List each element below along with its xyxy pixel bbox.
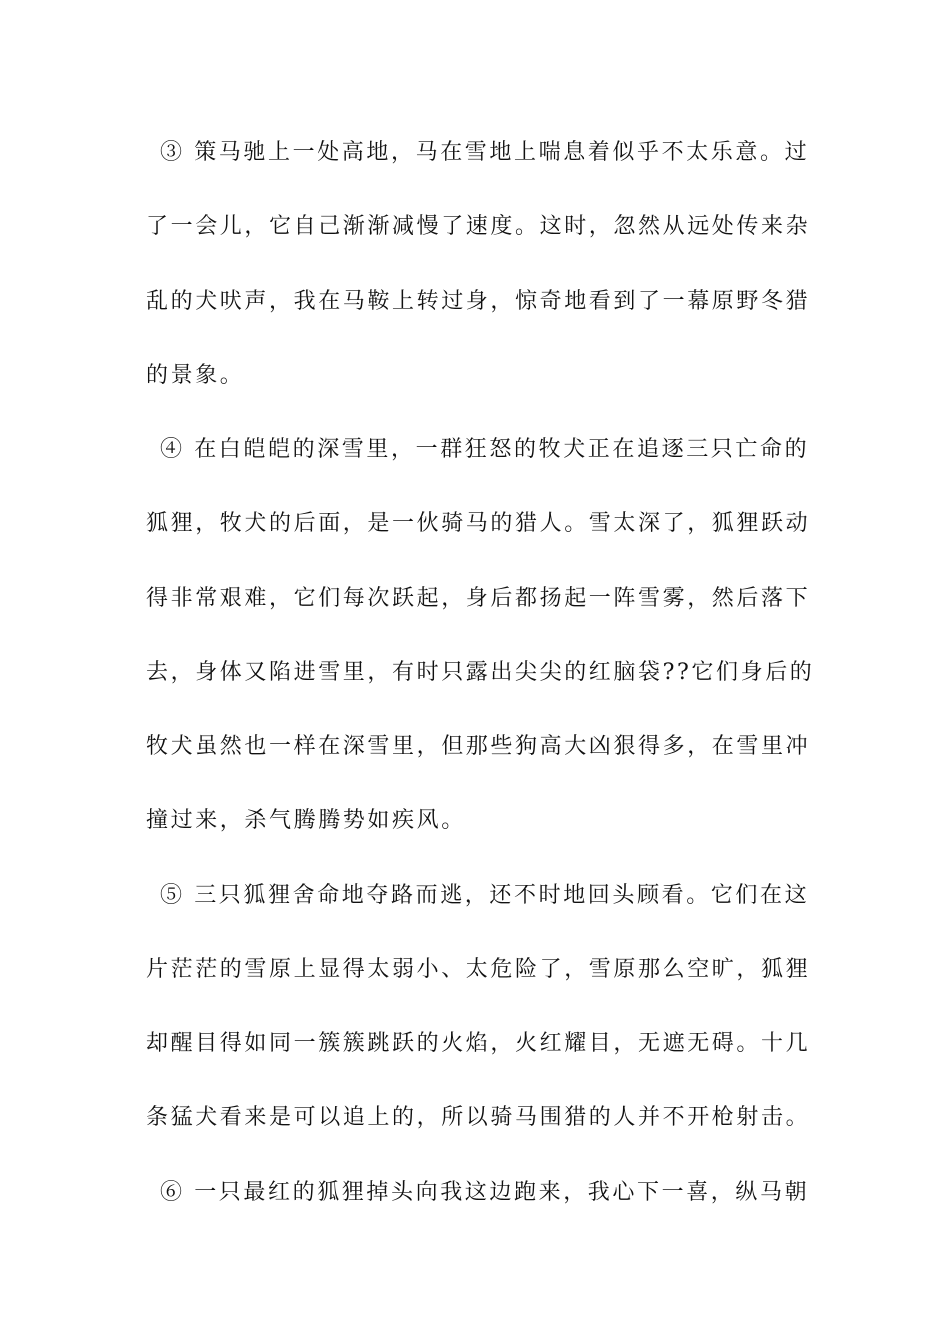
text-line: 了一会儿，它自己渐渐减慢了速度。这时，忽然从远处传来杂	[146, 214, 811, 239]
text-line: 牧犬虽然也一样在深雪里，但那些狗高大凶狠得多，在雪里冲	[146, 734, 811, 759]
text-line: ⑤ 三只狐狸舍命地夺路而逃，还不时地回头顾看。它们在这	[160, 883, 810, 908]
text-line: 片茫茫的雪原上显得太弱小、太危险了，雪原那么空旷，狐狸	[146, 957, 811, 982]
text-line: 狐狸，牧犬的后面，是一伙骑马的猎人。雪太深了，狐狸跃动	[146, 511, 811, 536]
text-line: ③ 策马驰上一处高地，马在雪地上喘息着似乎不太乐意。过	[160, 140, 810, 165]
text-line: 去，身体又陷进雪里，有时只露出尖尖的红脑袋??它们身后的	[146, 660, 815, 685]
text-line: 条猛犬看来是可以追上的，所以骑马围猎的人并不开枪射击。	[146, 1105, 811, 1130]
text-line: ④ 在白皑皑的深雪里，一群狂怒的牧犬正在追逐三只亡命的	[160, 437, 810, 462]
text-line: 却醒目得如同一簇簇跳跃的火焰，火红耀目，无遮无碍。十几	[146, 1031, 811, 1056]
text-line: 乱的犬吠声，我在马鞍上转过身，惊奇地看到了一幕原野冬猎	[146, 289, 811, 314]
text-line: ⑥ 一只最红的狐狸掉头向我这边跑来，我心下一喜，纵马朝	[160, 1180, 810, 1205]
text-line: 撞过来，杀气腾腾势如疾风。	[146, 808, 466, 833]
text-line: 得非常艰难，它们每次跃起，身后都扬起一阵雪雾，然后落下	[146, 586, 811, 611]
text-line: 的景象。	[146, 363, 245, 388]
